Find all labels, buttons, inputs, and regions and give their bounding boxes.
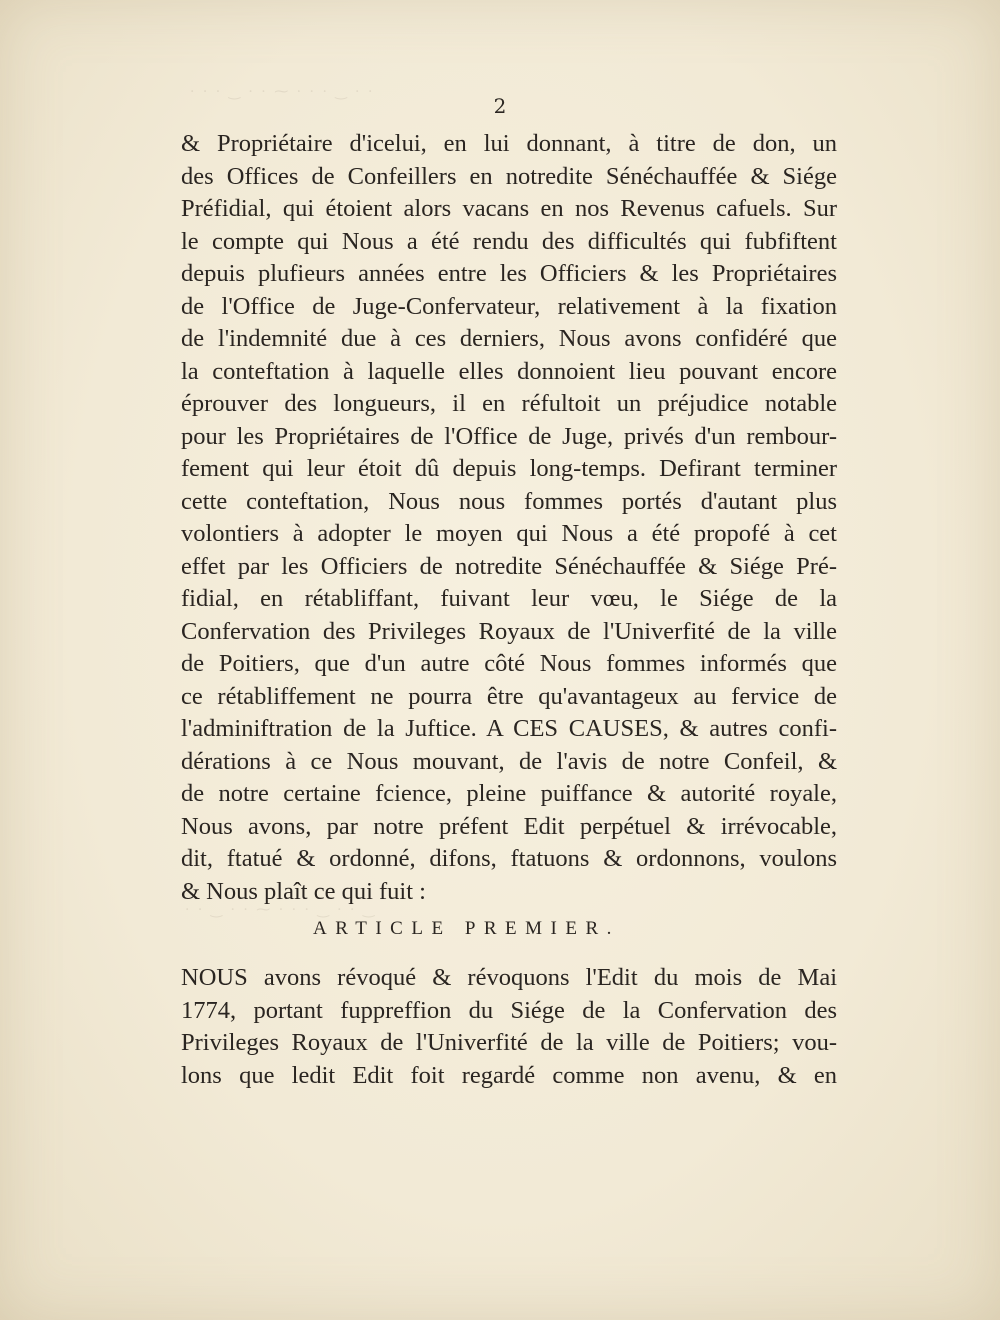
- text-line: & Propriétaire d'icelui, en lui donnant, à titre de don, un: [181, 130, 837, 157]
- text-line: ce rétabliffement ne pourra être qu'avantageux au fervice de: [181, 682, 837, 710]
- article-text: [181, 962, 837, 1092]
- text-line: de l'Office de Juge-Confervateur, relativement à la fixation: [181, 292, 837, 320]
- text-line: le compte qui Nous a été rendu des difficultés qui fubfiftent: [181, 227, 837, 255]
- text-line: fement qui leur étoit dû depuis long-temps. Defirant terminer: [181, 455, 837, 482]
- text-line: lons que ledit Edit foit regardé comme non avenu, & en: [181, 1061, 837, 1089]
- text-line: des Offices de Confeillers en notredite Sénéchauffée & Siége: [181, 162, 837, 190]
- text-line: 1774, portant fuppreffion du Siége de la Confervation des: [181, 996, 837, 1024]
- text-line: & Nous plaît ce qui fuit :: [181, 877, 426, 905]
- text-line: éprouver des longueurs, il en réfultoit un préjudice notable: [181, 390, 837, 417]
- text-line: Confervation des Privileges Royaux de l'Univerfité de la ville: [181, 617, 837, 645]
- text-line: Nous avons, par notre préfent Edit perpétuel & irrévocable,: [181, 812, 837, 840]
- text-line: fidial, en rétabliffant, fuivant leur vœu, le Siége de la: [181, 585, 837, 612]
- text-line: de Poitiers, que d'un autre côté Nous fommes informés que: [181, 650, 837, 677]
- body-text: [181, 128, 837, 908]
- text-line: de l'indemnité due à ces derniers, Nous avons confidéré que: [181, 325, 837, 352]
- article-heading: ARTICLE PREMIER.: [313, 918, 620, 939]
- text-line: l'adminiftration de la Juftice. A CES CAUSES, & autres confi-: [181, 715, 837, 742]
- text-line: Préfidial, qui étoient alors vacans en nos Revenus cafuels. Sur: [181, 195, 837, 222]
- page-number: 2: [493, 94, 507, 118]
- text-line: dérations à ce Nous mouvant, de l'avis de notre Confeil, &: [181, 747, 837, 775]
- text-line: pour les Propriétaires de l'Office de Juge, privés d'un rembour-: [181, 422, 837, 450]
- text-line: volontiers à adopter le moyen qui Nous a été propofé à cet: [181, 520, 837, 547]
- show-through-top: · · · ‿ · · ⁓ · · · ‿ · ·: [190, 84, 375, 100]
- text-line: de notre certaine fcience, pleine puiffance & autorité royale,: [181, 780, 837, 807]
- text-line: effet par les Officiers de notredite Sénéchauffée & Siége Pré-: [181, 552, 837, 580]
- text-line: cette conteftation, Nous nous fommes portés d'autant plus: [181, 487, 837, 515]
- text-line: dit, ftatué & ordonné, difons, ftatuons & ordonnons, voulons: [181, 845, 837, 872]
- text-line: la conteftation à laquelle elles donnoient lieu pouvant encore: [181, 357, 837, 385]
- text-line: Privileges Royaux de l'Univerfité de la ville de Poitiers; vou-: [181, 1029, 837, 1056]
- text-line: depuis plufieurs années entre les Officiers & les Propriétaires: [181, 260, 837, 287]
- text-line: NOUS avons révoqué & révoquons l'Edit du mois de Mai: [181, 964, 837, 991]
- show-through-middle: · · ‿ · · ⁓ · · · ‿ · · ‿: [185, 902, 377, 918]
